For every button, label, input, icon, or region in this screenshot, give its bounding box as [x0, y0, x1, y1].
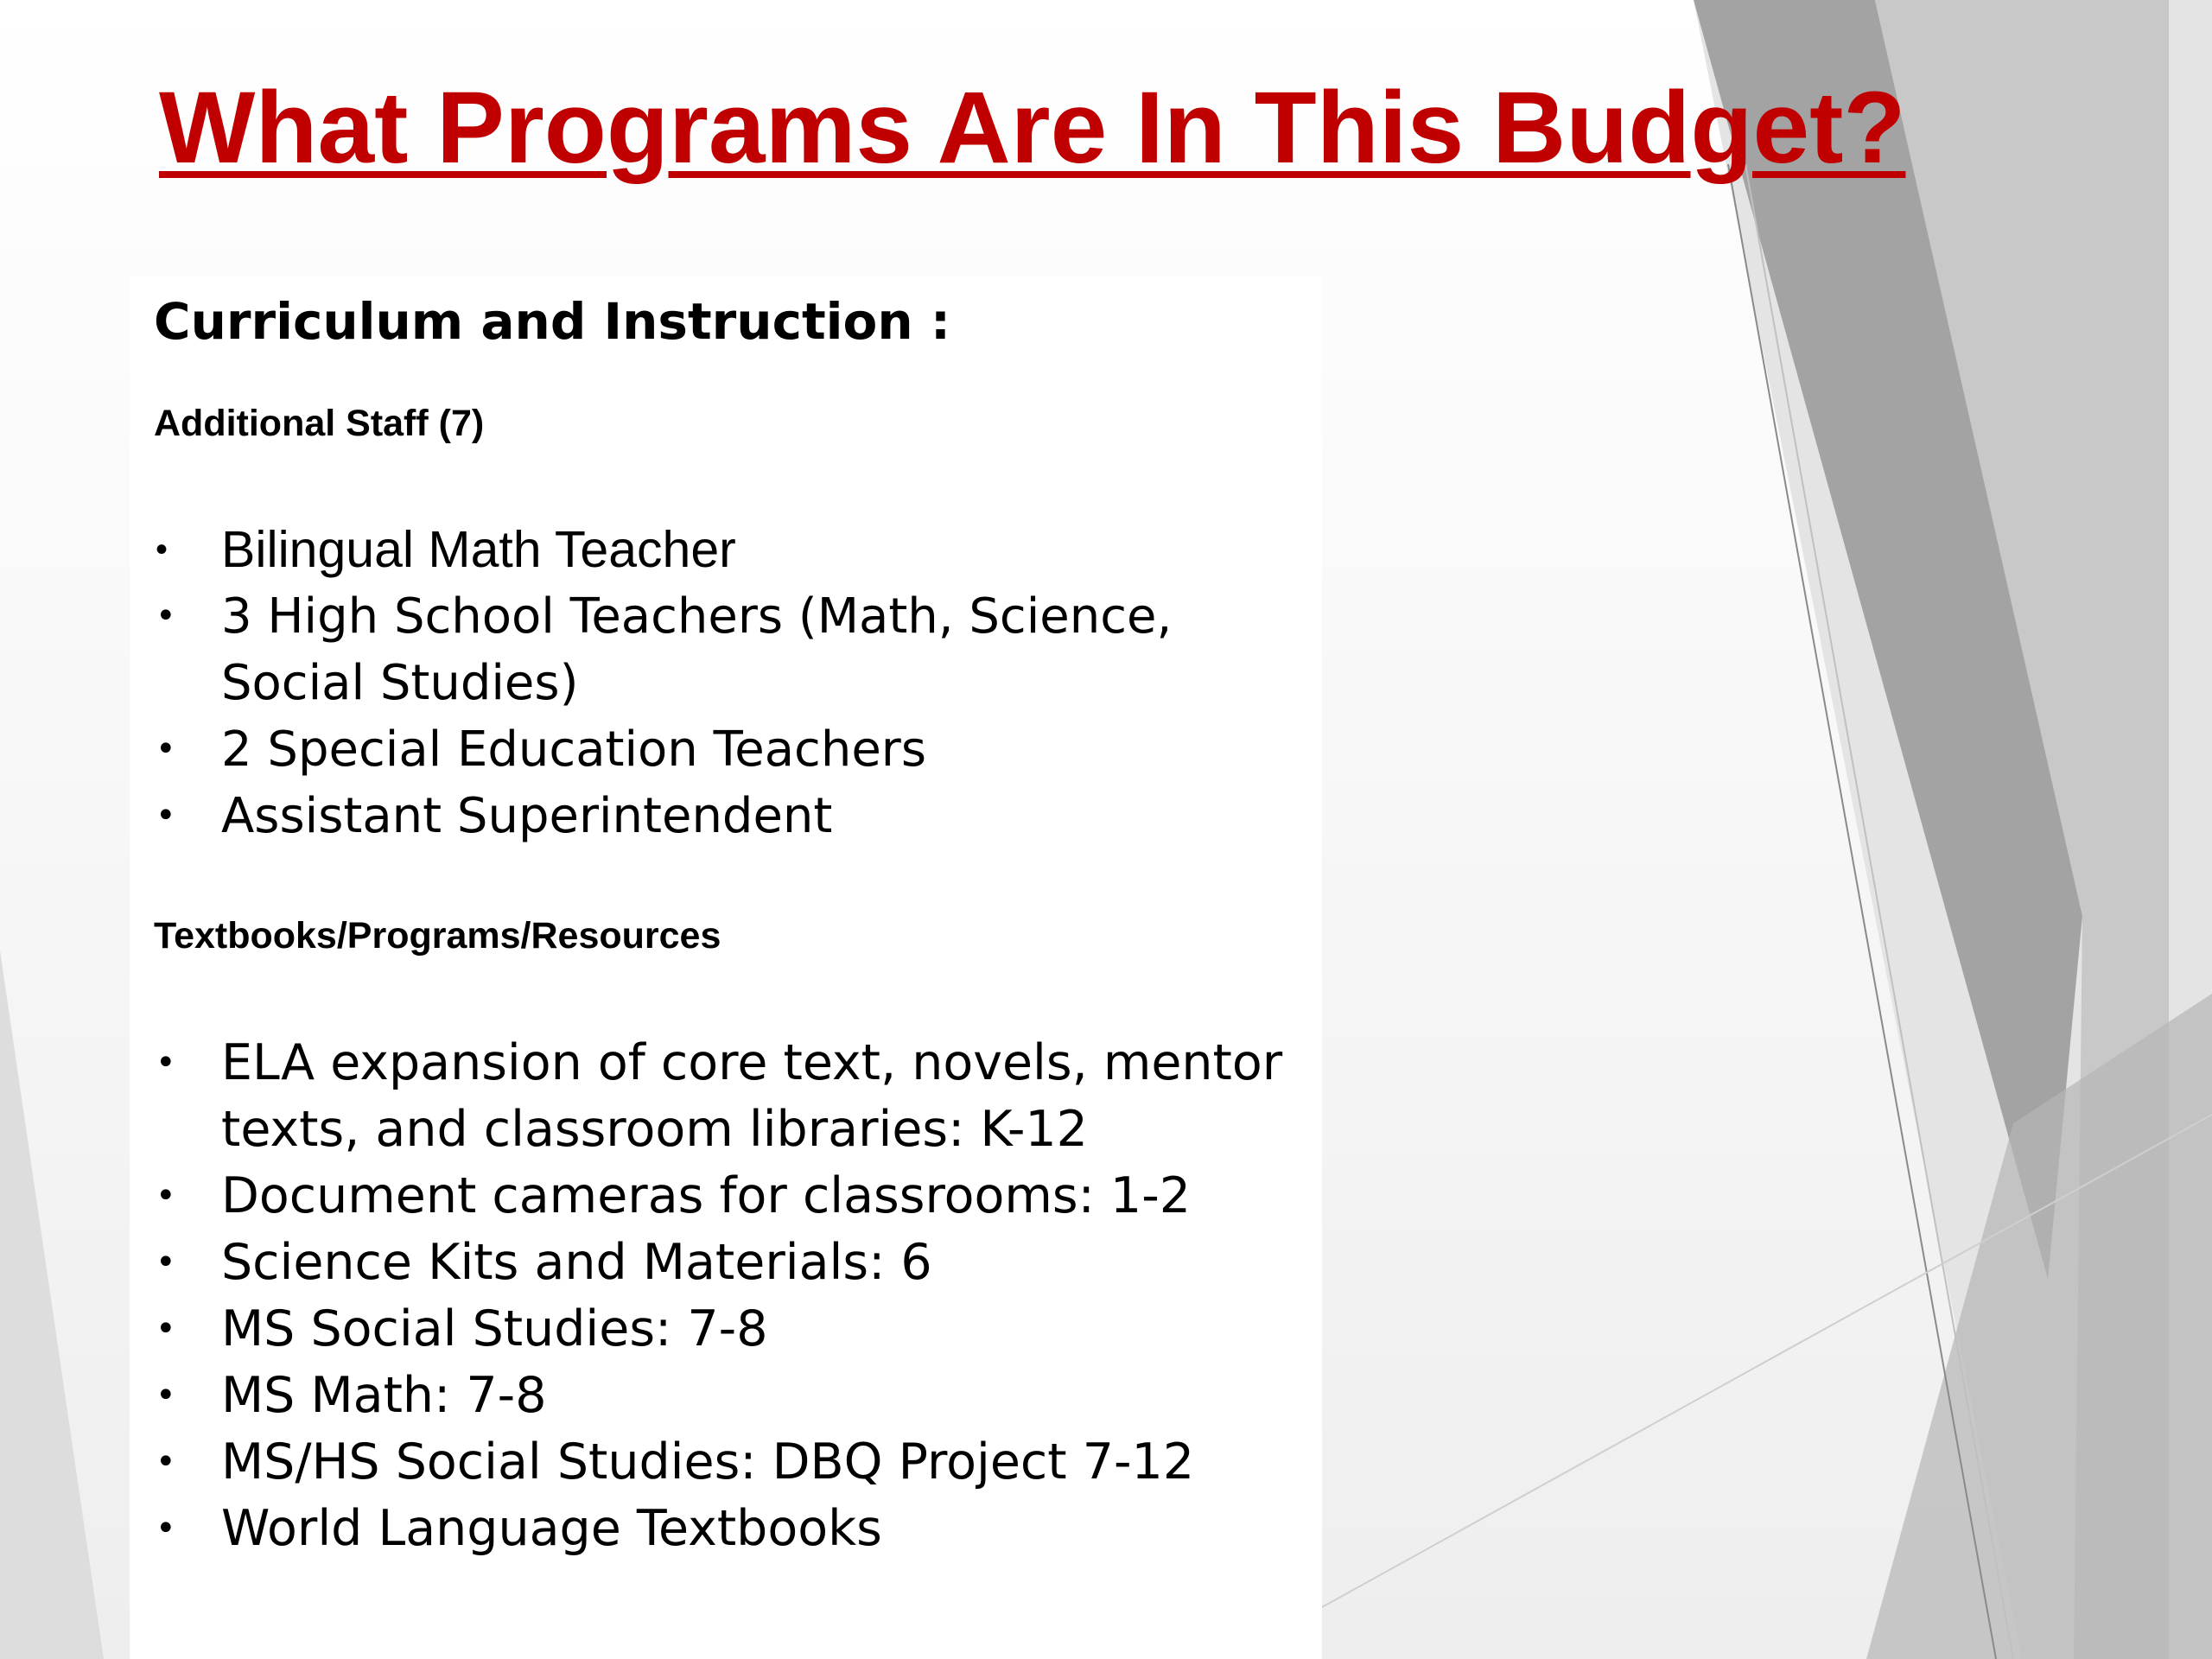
resource-item-text: MS/HS Social Studies: DBQ Project 7-12: [221, 1433, 1195, 1491]
resources-list: [154, 1030, 1312, 1562]
bullet-icon: •: [156, 1442, 176, 1482]
list-item: [154, 517, 1312, 583]
staff-item-text: Assistant Superintendent: [221, 788, 833, 844]
staff-item-text: 3 High School Teachers (Math, Science, Social Studies): [221, 588, 1173, 711]
resource-item-text: Document cameras for classrooms: 1-2: [221, 1167, 1192, 1224]
list-item: [154, 716, 1312, 783]
resources-heading: Textbooks/Programs/Resources: [154, 915, 721, 957]
bullet-icon: •: [156, 1243, 176, 1282]
bullet-icon: •: [156, 796, 176, 836]
bullet-icon: •: [156, 1509, 176, 1548]
list-item: [154, 1030, 1312, 1163]
staff-item-text: 2 Special Education Teachers: [221, 721, 926, 778]
slide-title: What Programs Are In This Budget?: [159, 71, 1906, 185]
content-panel: [130, 276, 1322, 1659]
resource-item-text: World Language Textbooks: [221, 1500, 882, 1557]
bg-shape-lower-left: [0, 950, 104, 1659]
list-item: [154, 1496, 1312, 1562]
bullet-icon: •: [156, 1376, 176, 1415]
list-item: [154, 1230, 1312, 1296]
staff-item-text: Bilingual Math Teacher: [221, 521, 736, 578]
bullet-icon: •: [156, 1176, 176, 1216]
list-item: [154, 1429, 1312, 1496]
bullet-icon: •: [156, 1309, 176, 1349]
resource-item-text: ELA expansion of core text, novels, mentor texts, and classroom libraries: K-12: [221, 1034, 1283, 1158]
list-item: [154, 1363, 1312, 1429]
list-item: [154, 583, 1312, 716]
resource-item-text: Science Kits and Materials: 6: [221, 1234, 932, 1291]
resource-item-text: MS Social Studies: 7-8: [221, 1300, 768, 1357]
list-item: [154, 1163, 1312, 1230]
list-item: [154, 1296, 1312, 1363]
bullet-icon: •: [156, 596, 176, 636]
section-heading: Curriculum and Instruction :: [154, 292, 951, 351]
resource-item-text: MS Math: 7-8: [221, 1367, 547, 1424]
list-item: [154, 783, 1312, 849]
bullet-icon: •: [156, 531, 168, 569]
bullet-icon: •: [156, 729, 176, 769]
bullet-icon: •: [156, 1043, 176, 1083]
staff-list: [154, 517, 1312, 849]
staff-heading: Additional Staff (7): [154, 403, 485, 444]
